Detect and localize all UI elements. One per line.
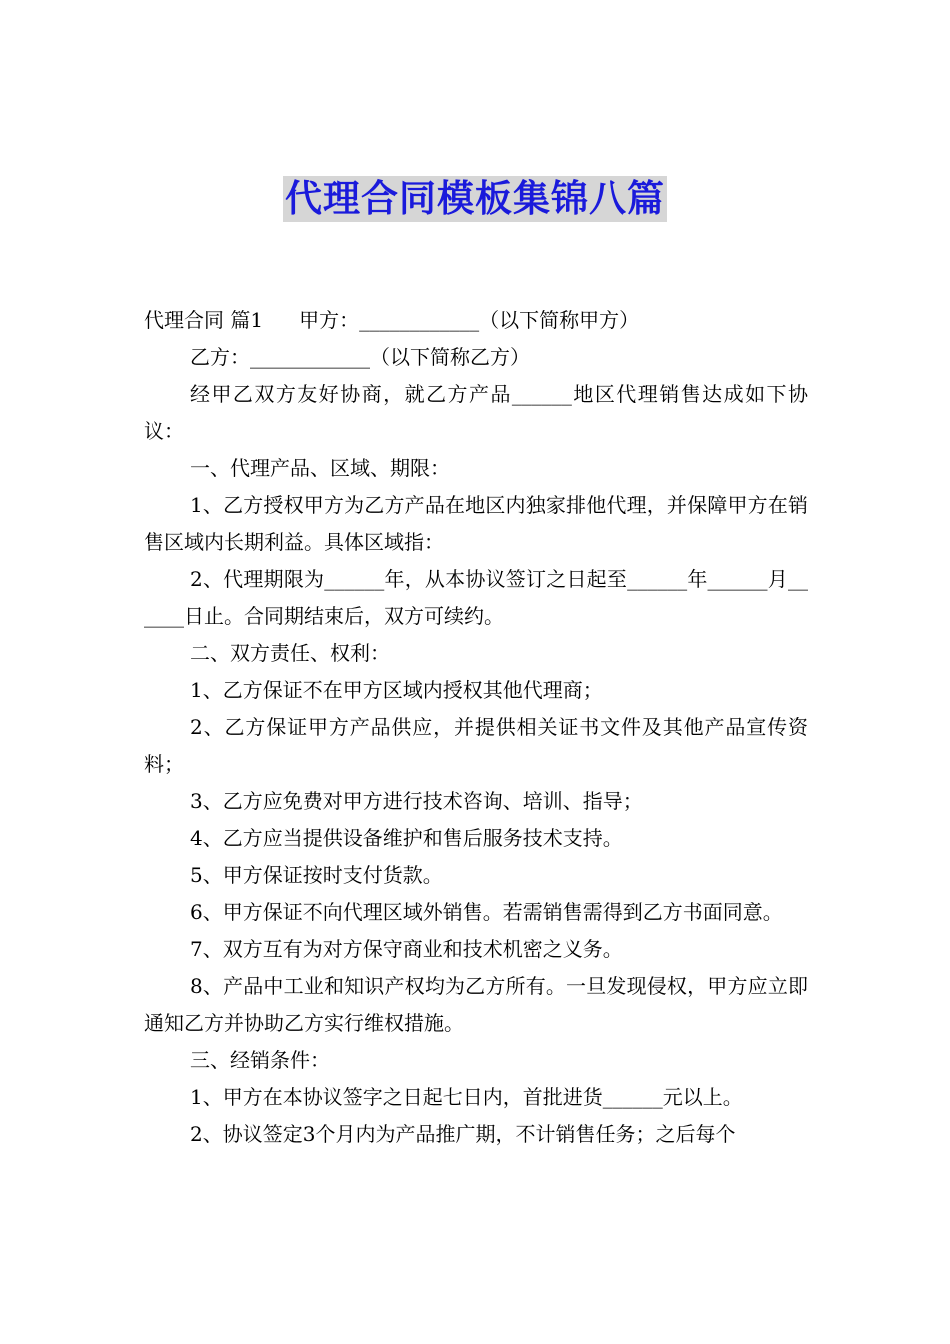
paragraph <box>144 302 808 339</box>
party-a-line: 甲方：____________（以下简称甲方） <box>299 308 640 332</box>
paragraph: 经甲乙双方友好协商，就乙方产品______地区代理销售达成如下协议： <box>144 382 808 443</box>
section-heading: 二、双方责任、权利： <box>190 641 390 665</box>
contract-heading: 代理合同 篇1 <box>144 308 264 332</box>
section-heading: 三、经销条件： <box>190 1048 330 1072</box>
document-title: 代理合同模板集锦八篇 <box>285 177 665 220</box>
paragraph: 1、乙方保证不在甲方区域内授权其他代理商； <box>190 678 603 702</box>
paragraph: 1、甲方在本协议签字之日起七日内，首批进货______元以上。 <box>190 1085 743 1109</box>
paragraph: 4、乙方应当提供设备维护和售后服务技术支持。 <box>190 826 623 850</box>
paragraph: 2、代理期限为______年，从本协议签订之日起至______年______月______日止。合同期结束后，双方可续约。 <box>144 567 808 628</box>
paragraph: 7、双方互有为对方保守商业和技术机密之义务。 <box>190 937 623 961</box>
paragraph: 6、甲方保证不向代理区域外销售。若需销售需得到乙方书面同意。 <box>190 900 783 924</box>
section-heading: 一、代理产品、区域、期限： <box>190 456 450 480</box>
paragraph: 2、协议签定3个月内为产品推广期，不计销售任务；之后每个 <box>190 1122 736 1146</box>
paragraph: 5、甲方保证按时支付货款。 <box>190 863 443 887</box>
paragraph: 1、乙方授权甲方为乙方产品在地区内独家排他代理，并保障甲方在销售区域内长期利益。具体区域指： <box>144 493 808 554</box>
document-body <box>144 302 808 1153</box>
paragraph: 8、产品中工业和知识产权均为乙方所有。一旦发现侵权，甲方应立即通知乙方并协助乙方实行维权措施。 <box>144 974 808 1035</box>
paragraph: 2、乙方保证甲方产品供应，并提供相关证书文件及其他产品宣传资料； <box>144 715 808 776</box>
paragraph: 3、乙方应免费对甲方进行技术咨询、培训、指导； <box>190 789 643 813</box>
paragraph: 乙方：____________（以下简称乙方） <box>190 345 530 369</box>
title-container <box>0 176 950 222</box>
